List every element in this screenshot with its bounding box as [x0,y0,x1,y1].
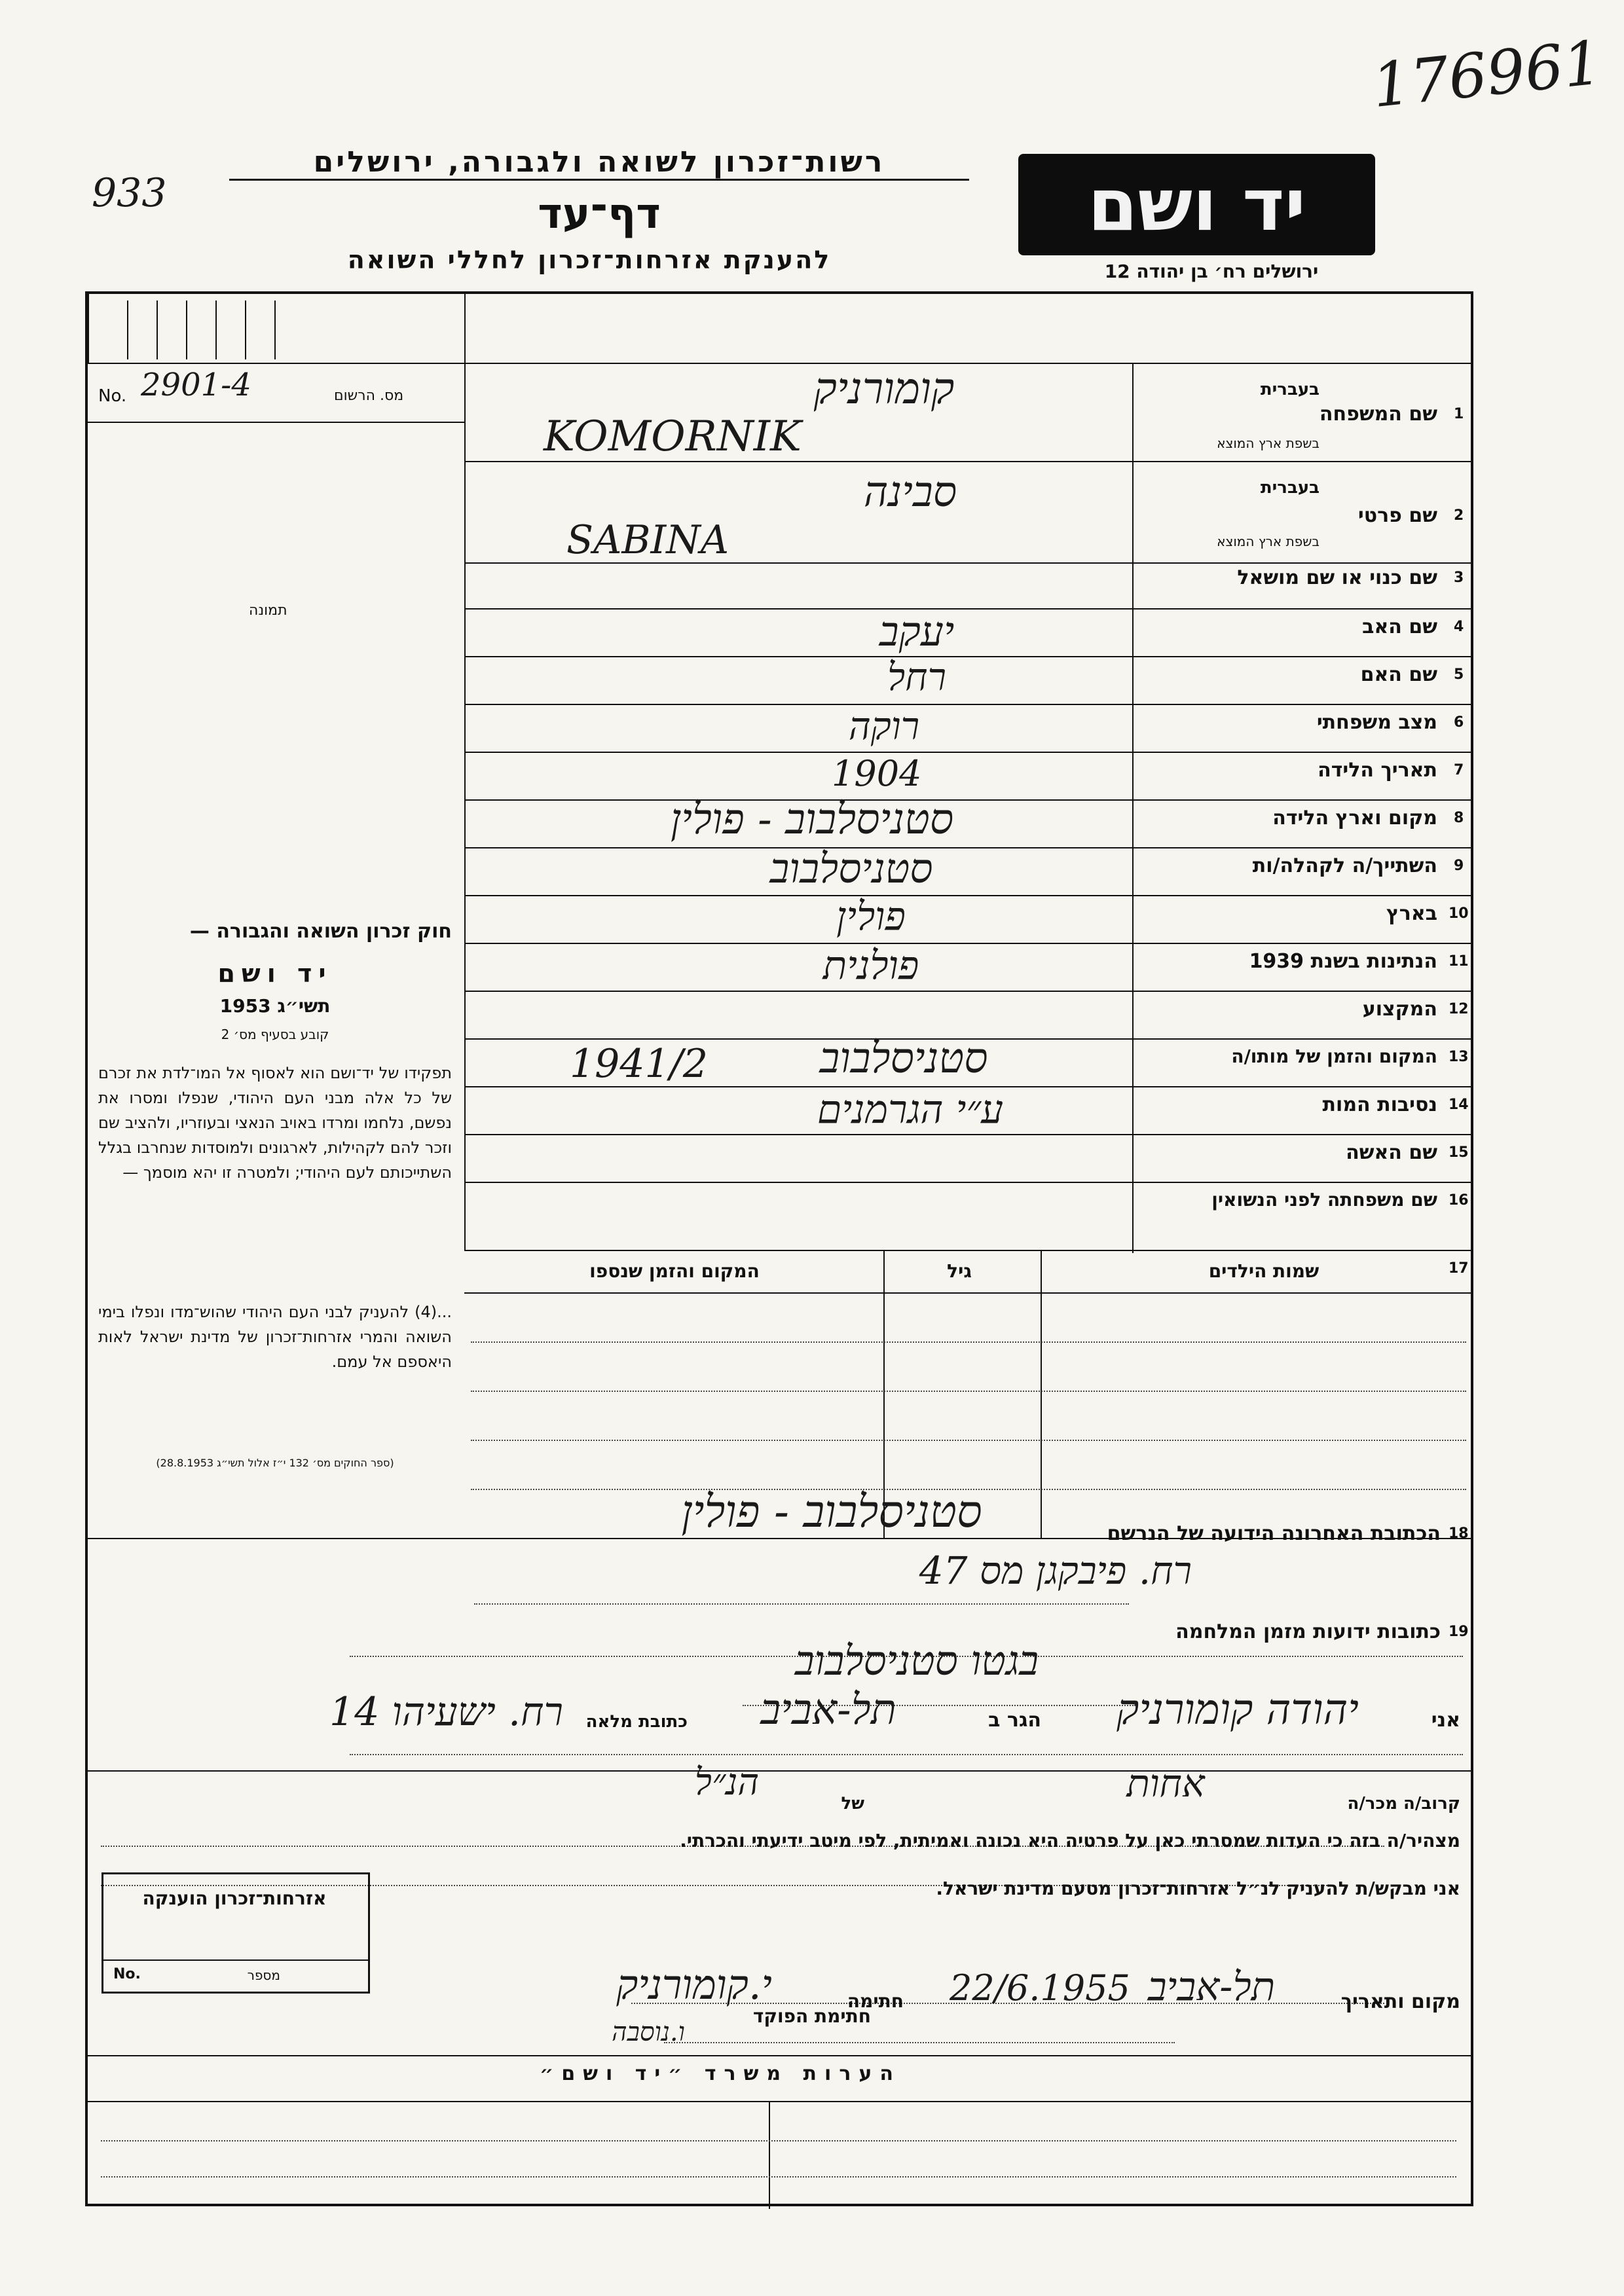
field-10-label: בארץ [1386,902,1437,925]
field-9-value: סטניסלבוב [769,845,933,892]
citizenship-title: אזרחות־זכרון הוענקה [142,1887,327,1909]
field-2-hebrew-tag: בעברית [1260,478,1320,498]
org-line: רשות־זכרון לשואה ולגבורה, ירושלים [229,145,969,181]
field-15-label: שם האשה [1346,1141,1437,1164]
field-4-value: יעקב [879,608,955,655]
field-7-value: 1904 [832,753,922,794]
declaration-ani: אני [1431,1709,1460,1732]
officer-signature: ו.נוסבה [612,2017,685,2047]
field-3-number: 3 [1454,570,1464,586]
children-col-age: גיל [947,1260,972,1282]
field-13-value-date: 1941/2 [570,1041,709,1087]
statement-1: מצהיר/ה בזה כי העדות שמסרתי כאן על פרטיה היא נכונה ואמיתית, לפי מיטב ידיעתי והכרתי. [680,1830,1460,1851]
field-6-value: רוקה [848,704,920,748]
field-2-origin-tag: בשפת ארץ המוצא [1217,534,1320,549]
photo-label: תמונה [249,602,287,619]
citizenship-no-prefix: No. [113,1966,141,1982]
office-notes-title: הערות משרד ״יד ושם״ [540,2062,901,2085]
field-8-label: מקום וארץ הלידה [1272,807,1437,829]
field-18-line1: סטניסלבוב - פולין [681,1486,982,1538]
of-value: הנ״ל [694,1761,760,1804]
form-title: דף־עד [538,190,661,238]
field-12-label: המקצוע [1362,998,1437,1021]
field-1-value-latin: KOMORNIK [544,412,802,461]
field-19-line1: בגטו סטניסלבוב [794,1637,1039,1685]
field-7-number: 7 [1454,762,1464,778]
form-subtitle: להענקת אזרחות־זכרון לחללי השואה [347,246,832,274]
field-1-number: 1 [1454,406,1464,422]
field-13-label: המקום והזמן של מותו/ה [1231,1046,1437,1067]
field-8-number: 8 [1454,810,1464,826]
field-6-number: 6 [1454,714,1464,731]
relative-label: קרוב/ה מכר/ה [1347,1794,1460,1813]
relation-value: אחות [1126,1761,1205,1806]
registration-number: 2901-4 [141,367,251,403]
law-text-a: תפקידו של יד־ושם הוא לאסוף אל המו־לדת את זכרם של כל אלה מבני העם היהודי, שנפלו ומסרו את נפשם, נלחמו ומרדו באויב הנאצי ובעוזריו, ולהציב שם וזכר להם לקהילות, לארגונים ולמוסדות שנחרבו בגלל השתייכותם לעם היהודי; ולמטרה זו יהא מוסמך — [98,1064,452,1182]
field-14-number: 14 [1449,1097,1469,1113]
field-18-number: 18 [1449,1525,1469,1542]
field-2-value-latin: SABINA [566,517,729,563]
field-5-label: שם האם [1360,663,1437,686]
field-19-number: 19 [1449,1624,1469,1640]
field-6-label: מצב משפחתי [1316,711,1437,734]
law-text-b: ...(4) להעניק לבני העם היהודי שהוש־מדו ונפלו בימי השואה והמרי אזרחות־זכרון של מדינת ישראל לאות היאספם אל עמם. [98,1303,452,1371]
field-14-label: נסיבות המות [1322,1093,1437,1116]
field-12-number: 12 [1449,1001,1469,1017]
field-4-label: שם האב [1362,615,1437,638]
field-11-label: הנתינות בשנת 1939 [1249,950,1437,973]
law-year: תשי״ג 1953 [219,995,331,1017]
field-3-label: שם כנוי או שם מושאל [1237,566,1437,589]
field-9-number: 9 [1454,858,1464,874]
field-1-hebrew-tag: בעברית [1260,380,1320,399]
field-18-label: הכתובת האחרונה הידועה של הנרשם [1107,1522,1441,1545]
field-18-line2: רח. פיבקגן מס 47 [919,1548,1192,1593]
field-2-label: שם פרטי [1357,504,1437,527]
field-2-number: 2 [1454,507,1464,524]
field-1-origin-tag: בשפת ארץ המוצא [1217,435,1320,451]
declaration-place: תל-אביב [1147,1964,1276,2010]
stamp-number-left: 933 [92,170,167,216]
stamp-number: 176961 [1369,27,1605,122]
field-16-label: שם משפחתה לפני הנשואין [1211,1189,1437,1211]
declarant-signature: י.קומורניק [616,1961,772,2009]
field-1-label: שם המשפחה [1319,403,1437,426]
law-name: יד ושם [217,959,333,988]
field-8-value: סטניסלבוב - פולין [670,795,954,844]
field-4-number: 4 [1454,619,1464,635]
address: ירושלים רח׳ בן יהודה 12 [1104,261,1319,282]
registration-label: מס. הרשום [334,388,404,404]
field-10-value: פולין [836,894,906,939]
field-14-value: ע״י הגרמנים [817,1087,1004,1133]
field-10-number: 10 [1449,905,1469,922]
field-9-label: השתייך/ה לקהלה/ות [1252,854,1437,877]
of-label: של [841,1794,864,1813]
full-address: רח. ישעיהו 14 [329,1689,563,1735]
yad-vashem-logo: יד ושם [1018,154,1375,255]
declaration-date: 22/6.1955 [950,1967,1130,2009]
full-address-label: כתובת מלאה [585,1712,688,1732]
children-col-names: שמות הילדים [1208,1260,1320,1282]
field-7-label: תאריך הלידה [1318,759,1437,782]
declaration-resides: הגר ב [988,1709,1041,1732]
field-16-number: 16 [1449,1192,1469,1209]
law-heading: חוק זכרון השואה והגבורה — [189,920,452,943]
field-15-number: 15 [1449,1144,1469,1161]
field-5-value: רחל [887,655,946,699]
law-clause: קובע בסעיף מס׳ 2 [221,1027,329,1042]
law-gazette: (ספר החוקים מס׳ 132 י״ז אלול תשי״ג 28.8.1953) [156,1457,394,1469]
field-5-number: 5 [1454,666,1464,683]
place-date-label: מקום ותאריך [1340,1990,1460,2013]
registration-no-prefix: No. [98,386,127,406]
children-col-place: המקום והזמן שנספו [589,1260,760,1282]
signature-label: חתימה [847,1990,904,2012]
declarant-name: יהודה קומורניק [1116,1686,1359,1734]
field-17-number: 17 [1449,1260,1469,1277]
field-13-number: 13 [1449,1049,1469,1065]
field-2-value-hebrew: סבינה [863,468,957,517]
field-11-number: 11 [1449,953,1469,970]
field-11-value: פולנית [822,943,919,989]
field-19-label: כתובות ידועות מזמן המלחמה [1175,1620,1441,1643]
citizenship-box [101,1872,370,1994]
statement-2: אני מבקש/ת להעניק לנ״ל אזרחות־זכרון מטעם מדינת ישראל. [936,1878,1460,1899]
field-13-value-place: סטניסלבוב [819,1034,988,1083]
officer-signature-label: חתימת הפוקד [752,2005,871,2027]
declaration-city: תל-אביב [760,1686,896,1734]
citizenship-number-label: מספר [247,1967,280,1983]
field-1-value-hebrew: קומורניק [813,363,955,414]
